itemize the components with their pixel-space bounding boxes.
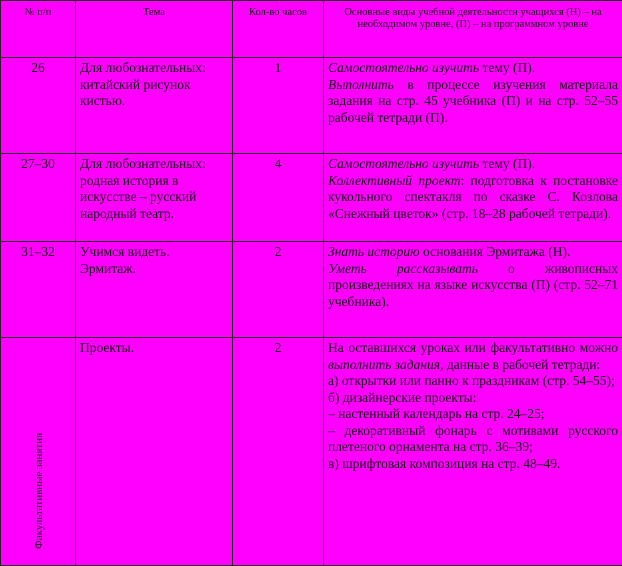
row-hours: 4 [233,154,324,242]
activity-text: – настенный календарь на стр. 24–25; [328,406,545,421]
row-number: 26 [1,58,76,154]
row-number [1,338,76,566]
header-num: № п/п [1,1,76,58]
activity-emphasis: Уметь рассказывать [328,260,478,276]
vertical-section-label: Факультативные занятия [33,432,46,549]
activity-text: На оставшихся уроках или факультативно можно [328,340,618,355]
table-row [1,154,622,242]
activity-emphasis: Самостоятельно изучить [328,156,480,171]
row-hours: 2 [233,338,324,566]
activity-text: а) открытки или панно к праздникам (стр. 54–55); [328,373,615,388]
activity-emphasis: Самостоятельно изучить [328,60,480,75]
activity-text: – декоративный фонарь с мотивами русского плетеного орнамента на стр. 36–39; [328,422,618,454]
row-activities [324,154,622,242]
activity-emphasis: выполнить задания [328,356,441,372]
table-row [1,242,622,338]
row-topic: Учимся видеть. Эрмитаж. [76,242,233,338]
row-hours: 2 [233,242,324,338]
header-topic: Тема [76,1,233,58]
activity-text: тему (П). [479,156,536,171]
row-topic: Для любознательных: родная история в искусстве – русский народный театр. [76,154,233,242]
header-activities: Основные виды учебной деятельности учащихся (Н) – на необходимом уровне, (П) – на программном уровне [324,1,622,58]
activity-text: б) дизайнерские проекты: [328,389,477,405]
header-hours: Кол-во часов [233,1,324,58]
activity-emphasis: Выполнить [328,76,394,92]
activity-text: о живописных произведениях на языке искусства (П) (стр. 52–71 учебника). [328,260,618,309]
activity-text: , данные в рабочей тетради: [440,356,601,372]
activity-text: в) шрифтовая композиция на стр. 48–49. [328,455,561,471]
activity-text: тему (П). [479,60,536,75]
row-topic: Для любознательных: китайский рисунок кистью. [76,58,233,154]
activity-text: в процессе изучения материала задания на стр. 45 учебника (П) и на стр. 52–55 рабочей тетради (П). [328,76,618,125]
row-activities [324,338,622,566]
activity-text: основания Эрмитажа (Н). [419,244,571,259]
row-topic: Проекты. [76,338,233,566]
table-row [1,58,622,154]
activity-emphasis: Коллективный проект [328,172,461,188]
table-row [1,338,622,566]
row-hours: 1 [233,58,324,154]
activity-emphasis: Знать историю [328,244,420,259]
activity-text: : подготовка к постановке кукольного спектакля по сказке С. Козлова «Снежный цветок» (стр. 18–28 рабочей тетради). [328,172,619,221]
row-number: 27–30 [1,154,76,242]
row-number: 31–32 [1,242,76,338]
header-row [1,1,622,58]
row-activities [324,242,622,338]
row-activities [324,58,622,154]
